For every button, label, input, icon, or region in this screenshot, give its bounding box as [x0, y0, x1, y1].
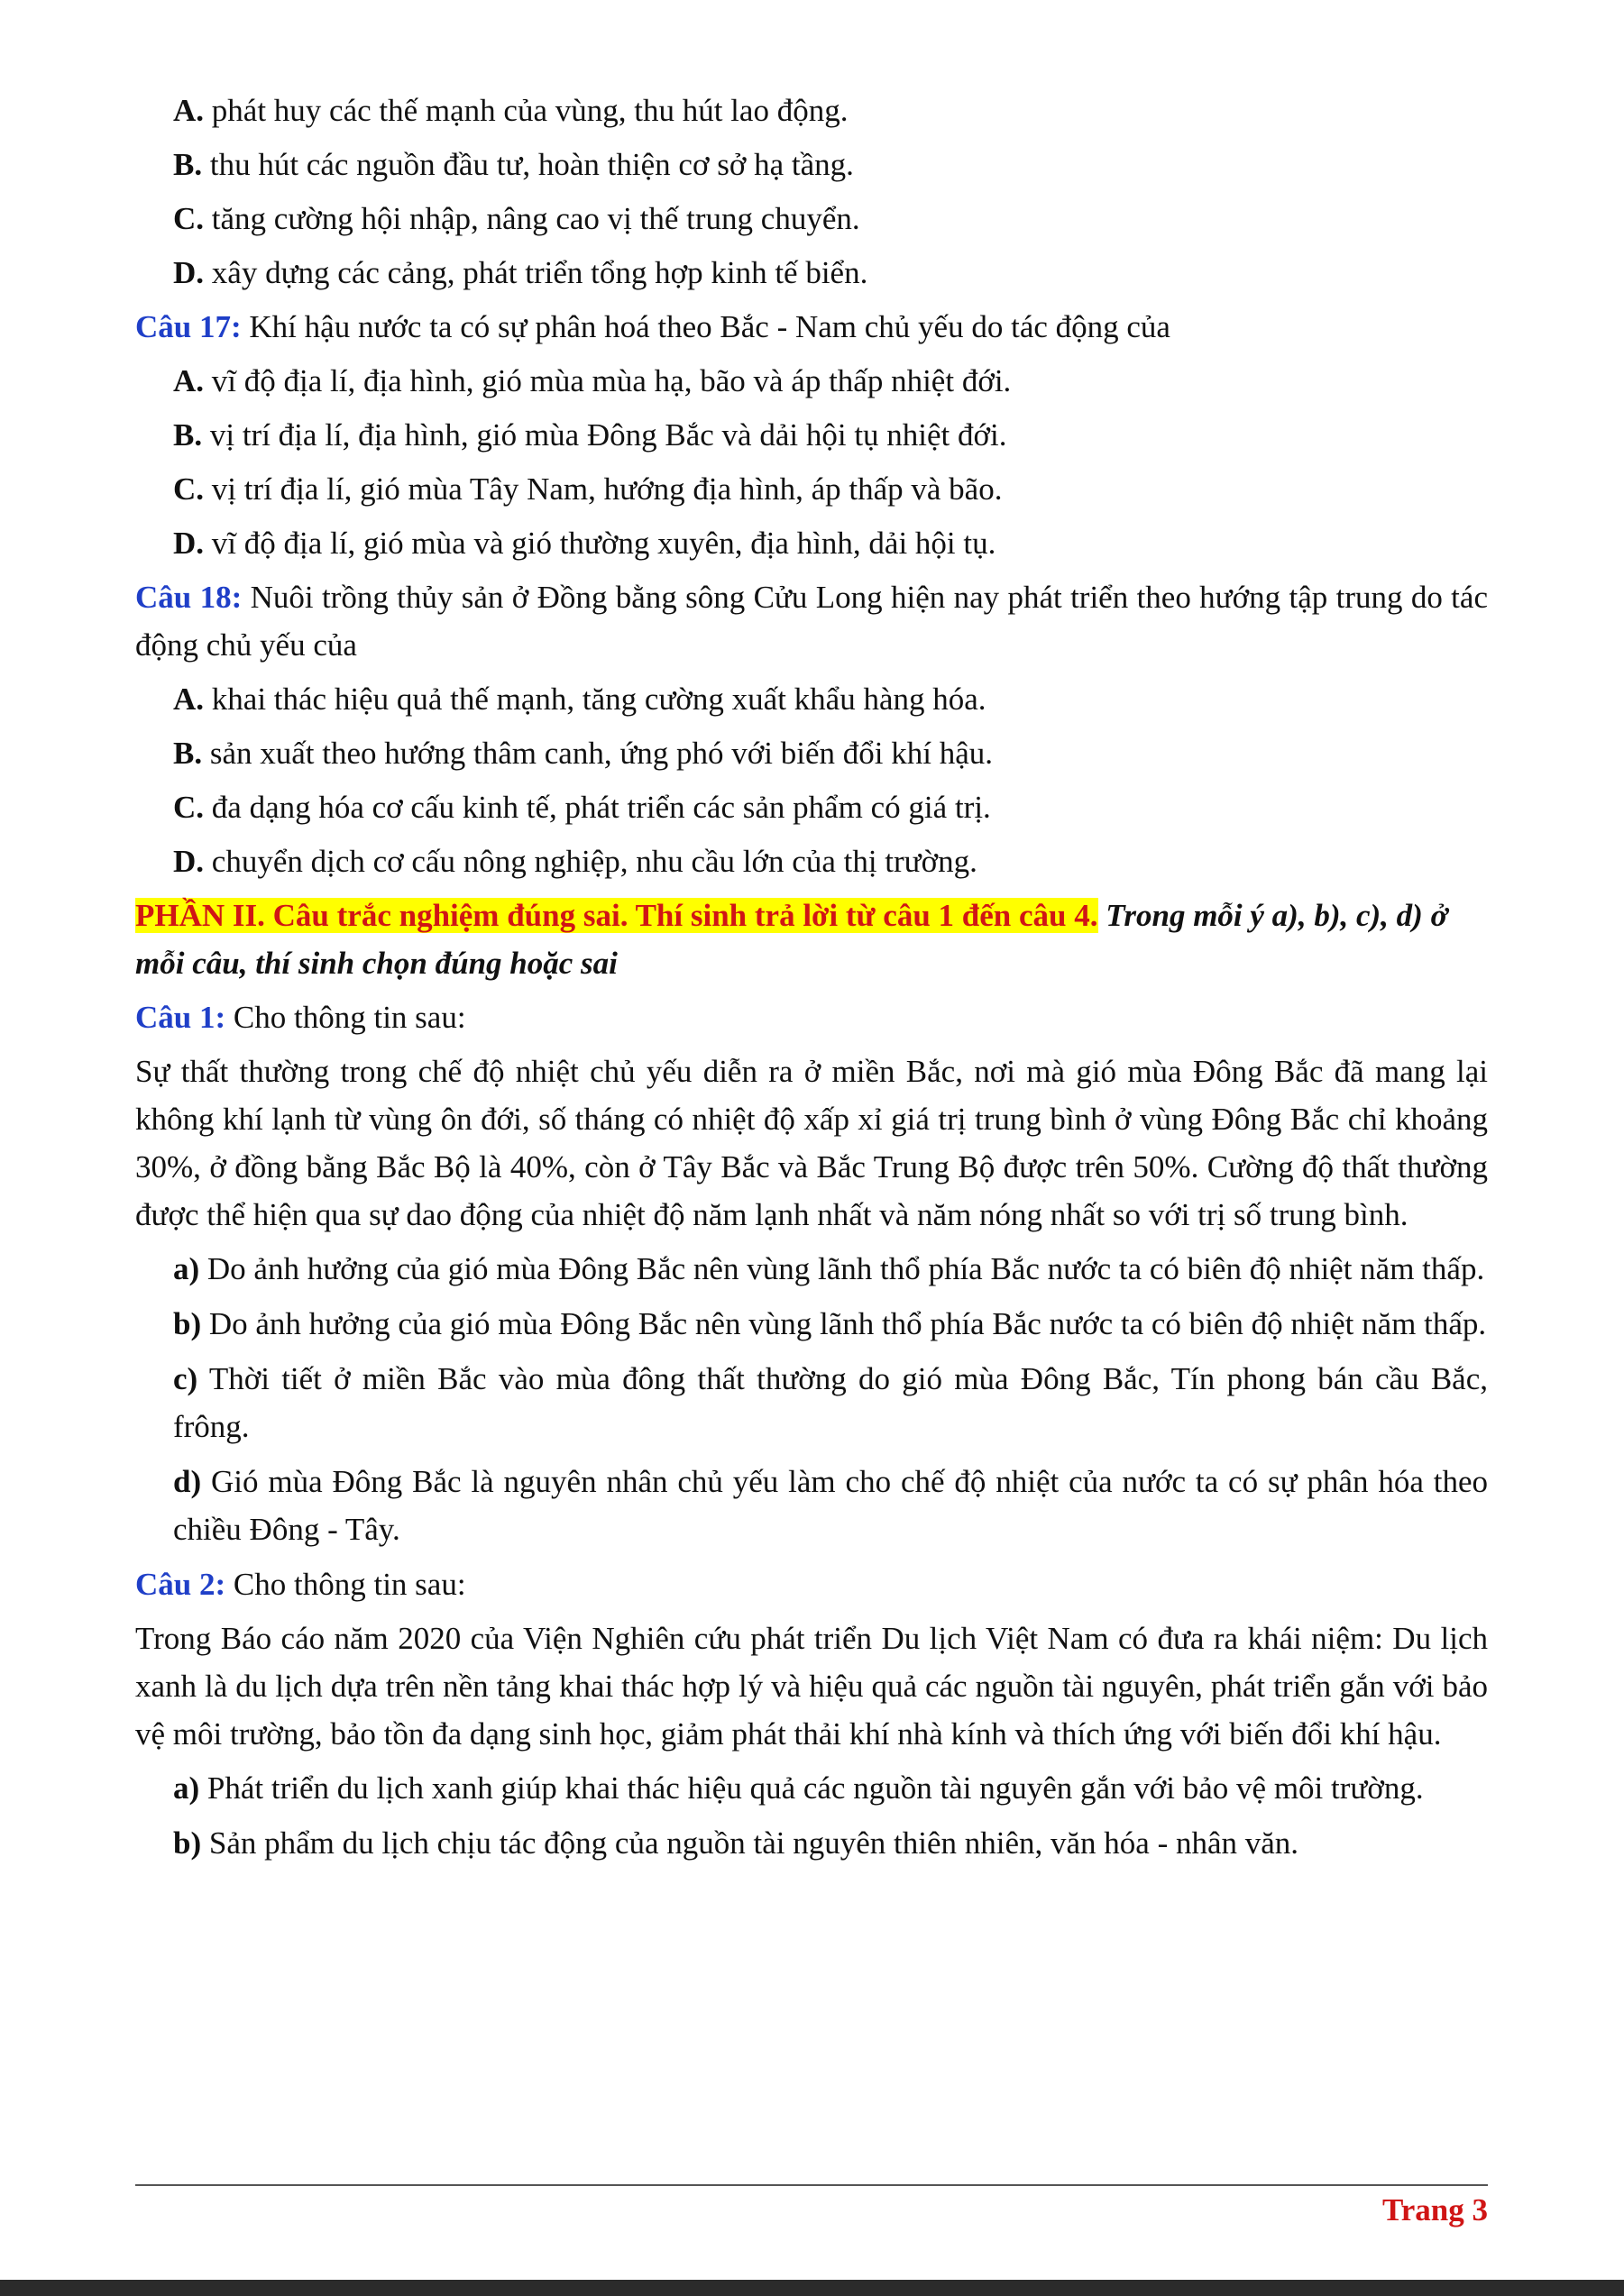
tf1-item-c: c) Thời tiết ở miền Bắc vào mùa đông thất thường do gió mùa Đông Bắc, Tín phong bán cầu Bắc, frông. [173, 1361, 1488, 1444]
tf1-label: Câu 1: [135, 1000, 226, 1035]
q18-label: Câu 18: [135, 580, 243, 615]
q17-option-a: A. vĩ độ địa lí, địa hình, gió mùa mùa hạ, bão và áp thấp nhiệt đới. [173, 363, 1012, 398]
tf1-item-d: d) Gió mùa Đông Bắc là nguyên nhân chủ yếu làm cho chế độ nhiệt của nước ta có sự phân hóa theo chiều Đông - Tây. [173, 1464, 1488, 1547]
document-page [135, 87, 1488, 1874]
tf2-passage: Trong Báo cáo năm 2020 của Viện Nghiên cứu phát triển Du lịch Việt Nam có đưa ra khái niệm: Du lịch xanh là du lịch dựa trên nền tảng khai thác hợp lý và hiệu quả các nguồn tài nguyên, phát triển gắn với bảo vệ môi trường, bảo tồn đa dạng sinh học, giảm phát thải khí nhà kính và thích ứng với biến đổi khí hậu. [135, 1621, 1488, 1752]
tf2-item-a: a) Phát triển du lịch xanh giúp khai thác hiệu quả các nguồn tài nguyên gắn với bảo vệ môi trường. [173, 1770, 1424, 1806]
q18-stem: Câu 18: Nuôi trồng thủy sản ở Đồng bằng sông Cửu Long hiện nay phát triển theo hướng tập trung do tác động chủ yếu của [135, 580, 1488, 663]
tf1-stem: Câu 1: Cho thông tin sau: [135, 1000, 466, 1035]
tf1-item-a: a) Do ảnh hưởng của gió mùa Đông Bắc nên vùng lãnh thổ phía Bắc nước ta có biên độ nhiệt năm thấp. [173, 1251, 1485, 1286]
tf2-item-b: b) Sản phẩm du lịch chịu tác động của nguồn tài nguyên thiên nhiên, văn hóa - nhân văn. [173, 1825, 1299, 1861]
part-2-highlight: PHẦN II. Câu trắc nghiệm đúng sai. Thí sinh trả lời từ câu 1 đến câu 4. [135, 898, 1098, 933]
q17-stem: Câu 17: Khí hậu nước ta có sự phân hoá theo Bắc - Nam chủ yếu do tác động của [135, 309, 1170, 344]
tf1-item-b: b) Do ảnh hưởng của gió mùa Đông Bắc nên vùng lãnh thổ phía Bắc nước ta có biên độ nhiệt năm thấp. [173, 1306, 1487, 1341]
q18-option-c: C. đa dạng hóa cơ cấu kinh tế, phát triển các sản phẩm có giá trị. [173, 790, 991, 825]
part-2-instruction: Trong mỗi ý a), b), c), d) ở mỗi câu, thí sinh chọn đúng hoặc sai [135, 898, 1448, 981]
q18-option-d: D. chuyển dịch cơ cấu nông nghiệp, nhu cầu lớn của thị trường. [173, 844, 977, 879]
part-2-heading [135, 892, 1488, 987]
q16-option-b: B. thu hút các nguồn đầu tư, hoàn thiện cơ sở hạ tầng. [173, 147, 854, 182]
q16-option-c: C. tăng cường hội nhập, nâng cao vị thế trung chuyển. [173, 201, 860, 236]
bottom-edge-bar [0, 2280, 1624, 2296]
footer-divider [135, 2184, 1488, 2186]
tf1-passage: Sự thất thường trong chế độ nhiệt chủ yếu diễn ra ở miền Bắc, nơi mà gió mùa Đông Bắc đã mang lại không khí lạnh từ vùng ôn đới, số tháng có nhiệt độ xấp xỉ giá trị trung bình ở vùng Đông Bắc chỉ khoảng 30%, ở đồng bằng Bắc Bộ là 40%, còn ở Tây Bắc và Bắc Trung Bộ được trên 50%. Cường độ thất thường được thể hiện qua sự dao động của nhiệt độ năm lạnh nhất và năm nóng nhất so với trị số trung bình. [135, 1054, 1488, 1232]
q17-option-c: C. vị trí địa lí, gió mùa Tây Nam, hướng địa hình, áp thấp và bão. [173, 471, 1003, 507]
q17-option-d: D. vĩ độ địa lí, gió mùa và gió thường xuyên, địa hình, dải hội tụ. [173, 526, 996, 561]
q17-label: Câu 17: [135, 309, 242, 344]
q17-option-b: B. vị trí địa lí, địa hình, gió mùa Đông Bắc và dải hội tụ nhiệt đới. [173, 417, 1007, 453]
q16-option-a: A. phát huy các thế mạnh của vùng, thu hút lao động. [173, 93, 849, 128]
q16-options [135, 87, 1488, 297]
tf2-stem: Câu 2: Cho thông tin sau: [135, 1567, 466, 1602]
q16-option-d: D. xây dựng các cảng, phát triển tổng hợp kinh tế biển. [173, 255, 868, 290]
tf2-label: Câu 2: [135, 1567, 226, 1602]
page-number: Trang 3 [1382, 2192, 1488, 2227]
q18-option-a: A. khai thác hiệu quả thế mạnh, tăng cường xuất khẩu hàng hóa. [173, 681, 986, 717]
q18-option-b: B. sản xuất theo hướng thâm canh, ứng phó với biến đổi khí hậu. [173, 736, 994, 771]
